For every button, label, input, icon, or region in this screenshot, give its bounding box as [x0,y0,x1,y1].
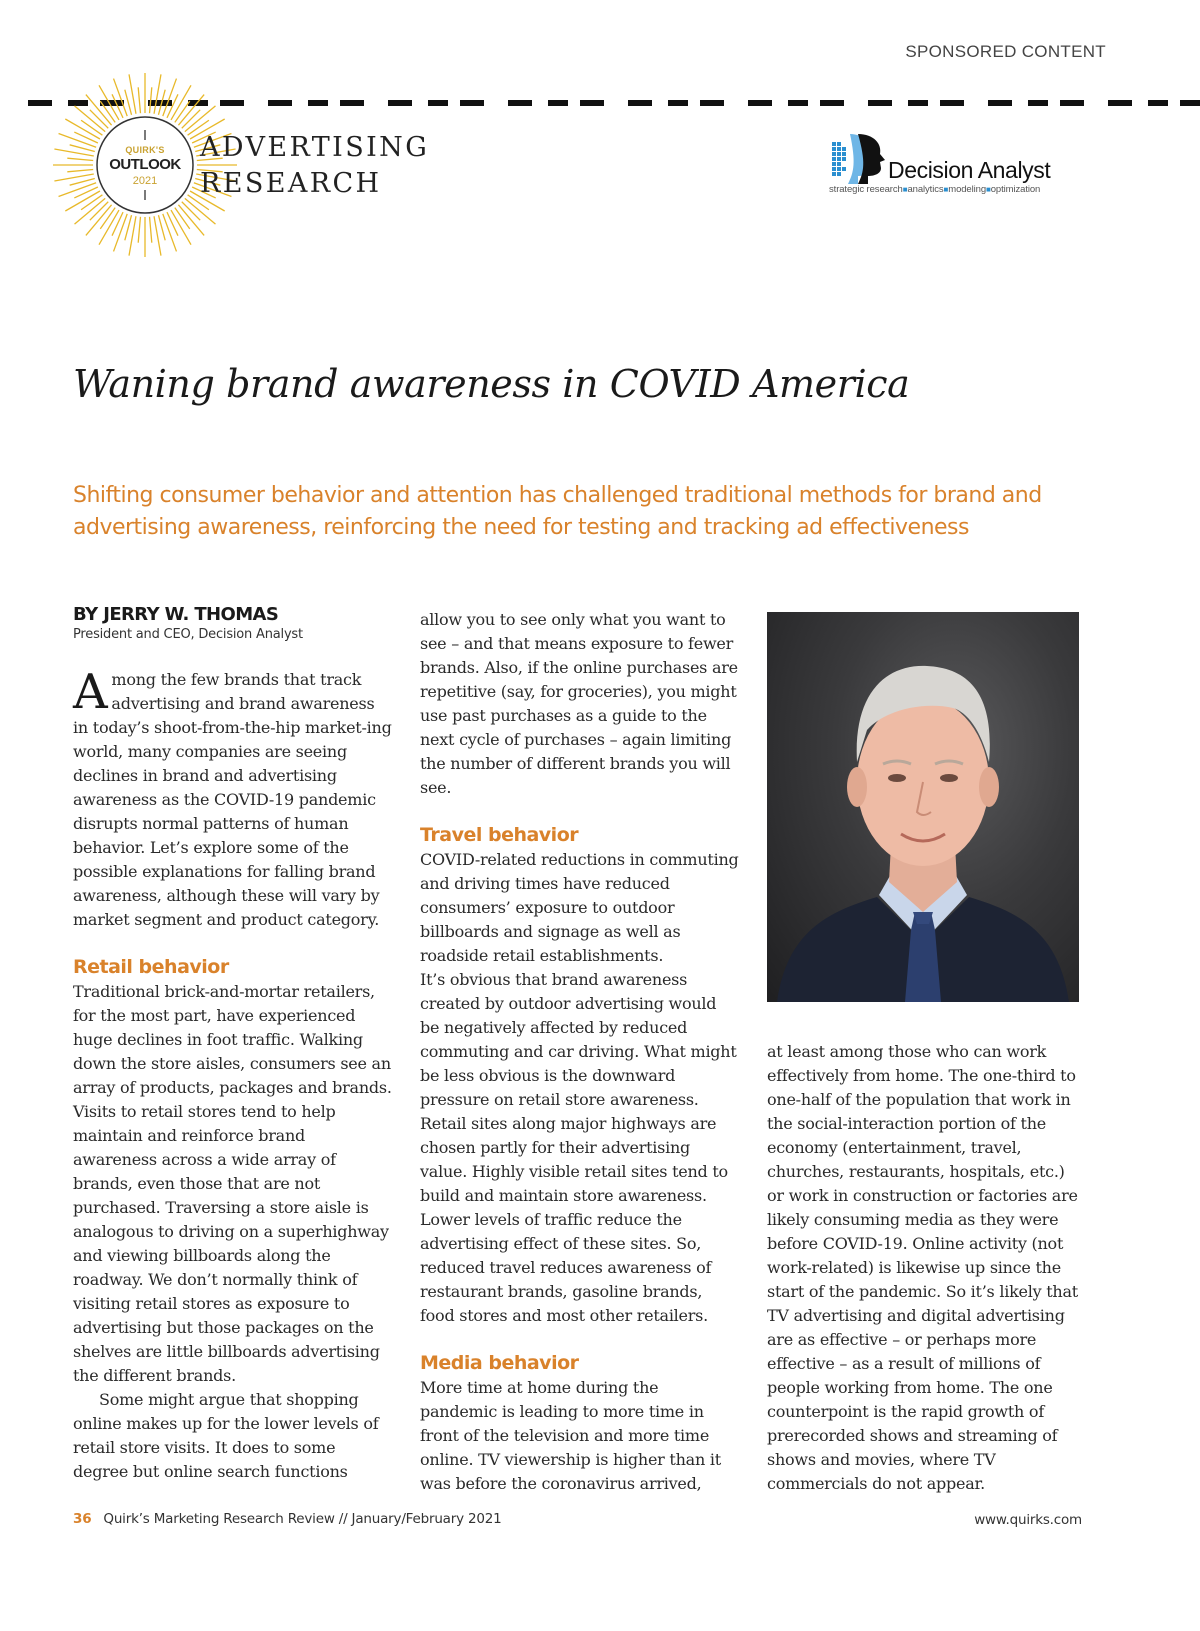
tagline-item: optimization [990,184,1041,195]
byline-role: President and CEO, Decision Analyst [73,627,303,642]
article-column-3 [767,1040,1083,1496]
sunburst-ray [90,110,108,128]
sponsor-name: Decision Analyst [888,157,1051,183]
sunburst-ray [163,79,177,117]
tagline-separator: ■ [986,185,991,194]
tagline-separator: ■ [902,185,908,194]
sunburst-ray [185,198,216,224]
profile-faces-icon [828,132,890,186]
seal-year: 2021 [132,175,158,187]
sunburst-ray [182,110,200,128]
subhead-travel: Travel behavior [420,824,579,846]
tagline-item: strategic research [829,184,903,195]
sunburst-ray [112,212,123,236]
sunburst-ray [167,212,178,236]
sunburst-ray [167,94,178,118]
sunburst-ray [175,208,190,229]
intro-paragraph [73,664,393,932]
intro-text: mong the few brands that track advertising and brand awareness in today’s shoot-from-the-hip market-ing world, many companies are seeing declines in brand and advertising awareness as the COVID-19 pandemic disrupts normal patterns of human behavior. Let’s explore some of the possible explanations for falling brand awareness, although these will vary by market segment and product category. [73,670,392,929]
seal-title: OUTLOOK [109,156,181,173]
sunburst-ray [100,208,115,229]
section-label-line-2: RESEARCH [200,168,382,199]
sunburst-ray [75,106,106,132]
article-column-2 [420,608,740,1496]
author-portrait-illustration [767,612,1079,1002]
subhead-retail: Retail behavior [73,956,229,978]
sunburst-ray [81,120,102,135]
sponsored-content-label: SPONSORED CONTENT [905,42,1106,61]
sunburst-ray [114,214,128,252]
sunburst-ray [182,202,200,220]
retail-paragraph-2-continued: allow you to see only what you want to see – and that means exposure to fewer brands. Also, if the online purchases are repetitive (say, for groceries), you might use past purchases as a guide to the next cycle of purchases – again limiting the number of different brands you will see. [420,610,738,797]
drop-cap: A [73,664,108,720]
sunburst-ray [150,87,152,113]
sunburst-ray [86,95,112,126]
tagline-item: analytics [907,184,944,195]
article-title: Waning brand awareness in COVID America [73,362,910,406]
publication-info: Quirk’s Marketing Research Review // January/February 2021 [103,1511,502,1527]
sunburst-ray [90,202,108,220]
sunburst-ray [175,101,190,122]
article-column-1 [73,604,393,1484]
sunburst-ray [74,132,98,143]
media-paragraph-1-continued: at least among those who can work effectively from home. The one-third to one-half of the population that work in the social-interaction portion of the economy (entertainment, travel, churches, restaurants, hospitals, etc.) or work in construction or factories are likely consuming media as they were before COVID-19. Online activity (not work-related) is likewise up since the start of the pandemic. So it’s likely that TV advertising and digital advertising are as effective – or perhaps more effective – as a result of millions of people working from home. The one counterpoint is the rapid growth of prerecorded shows and streaming of shows and movies, where TV commercials do not appear. [767,1042,1078,1493]
sunburst-ray [138,87,140,113]
author-photo [767,612,1079,1002]
seal-brand: QUIRK'S [125,145,165,155]
byline: BY JERRY W. THOMAS [73,604,279,625]
sunburst-ray [138,217,140,243]
sunburst-ray [100,101,115,122]
sunburst-ray [178,205,204,236]
decision-analyst-logo[interactable] [828,130,1068,200]
sunburst-ray [178,95,204,126]
sunburst-ray [86,205,112,236]
media-paragraph-1: More time at home during the pandemic is leading to more time in front of the television and more time online. TV viewership is higher than it was before the coronavirus arrived, [420,1378,721,1493]
section-label [200,130,429,202]
article-deck: Shifting consumer behavior and attention has challenged traditional methods for brand and advertising awareness, reinforcing the need for testing and tracking ad effectiveness [73,483,1042,540]
sunburst-ray [150,217,152,243]
sunburst-ray [75,198,106,224]
tagline-separator: ■ [943,185,949,194]
sunburst-ray [74,187,98,198]
sunburst-ray [81,195,102,210]
tagline-item: modeling [948,184,987,195]
sponsor-tagline [829,184,1040,195]
sunburst-ray [185,106,216,132]
travel-paragraph-1: COVID-related reductions in commuting and driving times have reduced consumers’ exposure to outdoor billboards and signage as well as roadside retail establishments. [420,850,739,965]
travel-paragraph-2: It’s obvious that brand awareness created by outdoor advertising would be negatively affected by reduced commuting and car driving. What might be less obvious is the downward pressure on retail store awareness. Retail sites along major highways are chosen partly for their advertising value. Highly visible retail sites tend to build and maintain store awareness. Lower levels of traffic reduce the advertising effect of these sites. So, reduced travel reduces awareness of restaurant brands, gasoline brands, food stores and most other retailers. [420,970,737,1325]
sunburst-ray [112,94,123,118]
subhead-media: Media behavior [420,1352,579,1374]
section-label-line-1: ADVERTISING [200,132,430,163]
sunburst-ray [114,79,128,117]
page-number: 36 [73,1511,92,1527]
retail-paragraph-1: Traditional brick-and-mortar retailers, for the most part, have experienced huge declines in foot traffic. Walking down the store aisles, consumers see an array of products, packages and brands. Visits to retail stores tend to help maintain and reinforce brand awareness across a wide array of brands, even those that are not purchased. Traversing a store aisle is analogous to driving on a superhighway and viewing billboards along the roadway. We don’t normally think of visiting retail stores as exposure to advertising but those packages on the shelves are little billboards advertising the different brands. [73,982,392,1385]
sunburst-ray [163,214,177,252]
website-link[interactable]: www.quirks.com [974,1512,1082,1528]
page-footer [73,1511,502,1527]
retail-paragraph-2: Some might argue that shopping online makes up for the lower levels of retail store visits. It does to some degree but online search functions [73,1390,379,1481]
